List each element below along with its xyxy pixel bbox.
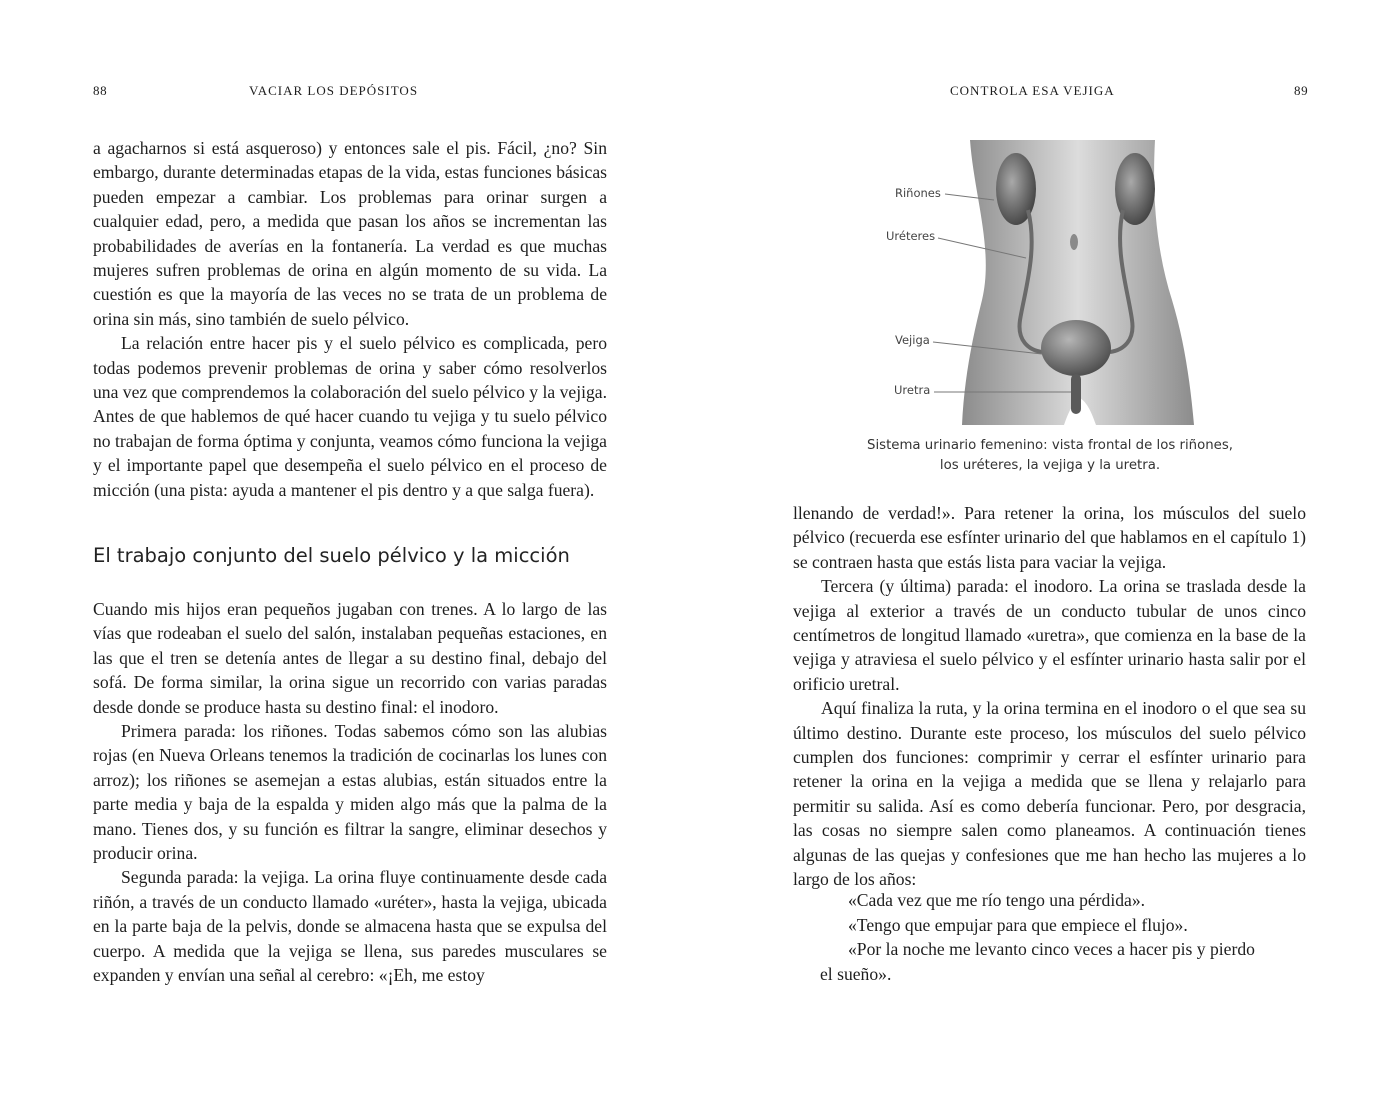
- body-text-top: [93, 136, 607, 502]
- body-text-bottom: [93, 597, 607, 988]
- paragraph: La relación entre hacer pis y el suelo pélvico es complicada, pero todas podemos prevenir problemas de orina y saber cómo resolverlos una vez que comprendemos la colaboración del suelo pélvico y la vejiga. Antes de que hablemos de qué hacer cuando tu vejiga y tu suelo pélvico no trabajan de forma óptima y conjunta, veamos cómo funciona la vejiga y el importante papel que desempeña el suelo pélvico en el proceso de micción (una pista: ayuda a mantener el pis dentro y a que salga fuera).: [93, 333, 607, 500]
- quotes-block: [820, 888, 1340, 986]
- bladder-shape: [1041, 320, 1111, 376]
- caption-line: los uréteres, la vejiga y la uretra.: [939, 458, 1161, 473]
- right-page: [700, 0, 1400, 1114]
- urinary-system-figure: [886, 140, 1230, 425]
- bladder-label: Vejiga: [895, 333, 930, 347]
- quote-line: «Por la noche me levanto cinco veces a hacer pis y pierdo: [848, 939, 1255, 960]
- paragraph: Primera parada: los riñones. Todas sabemos cómo son las alubias rojas (en Nueva Orleans tenemos la tradición de cocinarlas los lunes con arroz); los riñones se asemejan a estas alubias, están situados entre la parte media y baja de la espalda y miden algo más que la palma de la mano. Tienes dos, y su función es filtrar la sangre, eliminar desechos y producir orina.: [93, 721, 607, 864]
- ureters-label: Uréteres: [886, 229, 936, 243]
- urethra-label: Uretra: [894, 383, 931, 397]
- paragraph: Aquí finaliza la ruta, y la orina termina en el inodoro o el que sea su último destino. Durante este proceso, los músculos del suelo pélvico cumplen dos funciones: comprimir y cerrar el esfínter urinario para retener la orina en la vejiga a medida que se llena y relajarlo para permitir su salida. Así es como debería funcionar. Pero, por desgracia, las cosas no siempre salen como planeamos. A continuación tienes algunas de las quejas y confesiones que me han hecho las mujeres a lo largo de los años:: [793, 698, 1306, 890]
- caption-line: Sistema urinario femenino: vista frontal de los riñones,: [867, 438, 1233, 453]
- paragraph: llenando de verdad!». Para retener la orina, los músculos del suelo pélvico (recuerda ese esfínter urinario del que hablamos en el capítulo 1) se contraen hasta que estás lista para vaciar la vejiga.: [793, 503, 1306, 572]
- running-title: VACIAR LOS DEPÓSITOS: [249, 83, 419, 98]
- quote-line: «Cada vez que me río tengo una pérdida».: [848, 890, 1146, 910]
- paragraph: Segunda parada: la vejiga. La orina fluye continuamente desde cada riñón, a través de un conducto llamado «uréter», hasta la vejiga, ubicada en la parte baja de la pelvis, donde se almacena hasta que se expulsa del cuerpo. A medida que la vejiga se llena, sus paredes musculares se expanden y envían una señal al cerebro: «¡Eh, me estoy: [93, 867, 607, 986]
- paragraph: a agacharnos si está asqueroso) y entonces sale el pis. Fácil, ¿no? Sin embargo, durante determinadas etapas de la vida, estas funciones básicas pueden empezar a cambiar. Los problemas para orinar surgen a cualquier edad, pero, a medida que pasan los años se incrementan las probabilidades de averías en la fontanería. La verdad es que muchas mujeres sufren problemas de orina en algún momento de su vida. La cuestión es que la mayoría de las veces no se trata de un problema de orina sin más, sino también de suelo pélvico.: [93, 138, 607, 329]
- quote-line: el sueño».: [820, 963, 892, 984]
- body-text-right: [793, 501, 1306, 892]
- paragraph: Cuando mis hijos eran pequeños jugaban con trenes. A lo largo de las vías que rodeaban el suelo del salón, instalaban pequeñas estaciones, en las que el tren se detenía antes de llegar a su destino final, debajo del sofá. De forma similar, la orina sigue un recorrido con varias paradas desde donde se produce hasta su destino final: el inodoro.: [93, 599, 607, 717]
- paragraph: Tercera (y última) parada: el inodoro. La orina se traslada desde la vejiga al exterior a través de un conducto tubular de unos cinco centímetros de longitud llamado «uretra», que comienza en la base de la vejiga y atraviesa el suelo pélvico y el esfínter urinario hasta salir por el orificio uretral.: [793, 576, 1306, 694]
- quote-line: «Tengo que empujar para que empiece el flujo».: [848, 914, 1188, 935]
- running-title: CONTROLA ESA VEJIGA: [950, 83, 1115, 98]
- kidneys-label: Riñones: [895, 186, 941, 200]
- section-heading: El trabajo conjunto del suelo pélvico y la micción: [93, 544, 570, 567]
- page-number: 88: [93, 83, 108, 98]
- figure-caption: [850, 436, 1250, 476]
- urinary-system-illustration: [890, 140, 1230, 425]
- navel-shape: [1070, 234, 1078, 250]
- urethra-shape: [1071, 374, 1081, 414]
- page-number: 89: [1294, 83, 1309, 98]
